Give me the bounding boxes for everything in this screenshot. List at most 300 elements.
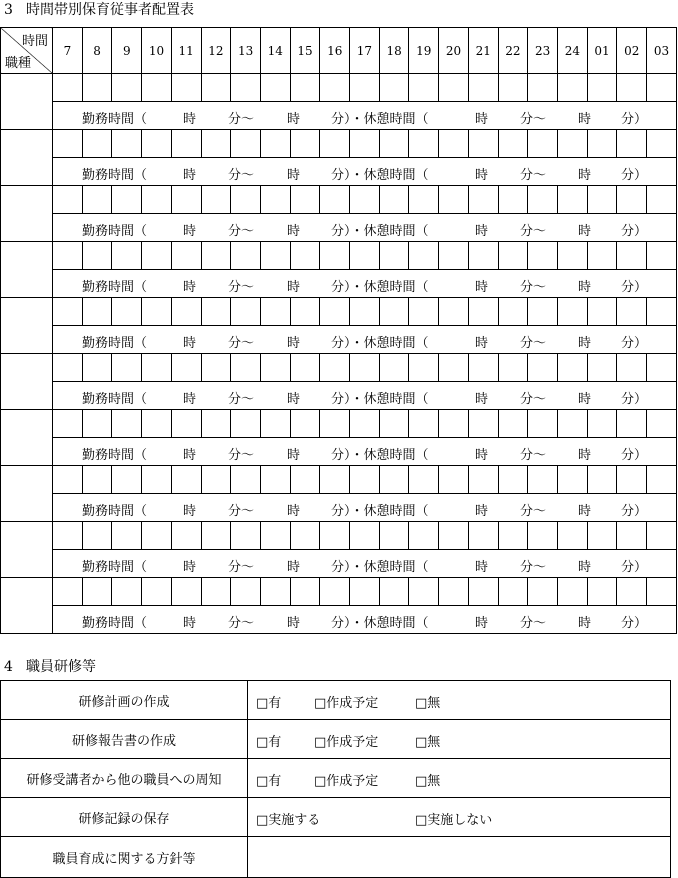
hour-slot-cell[interactable] xyxy=(82,578,112,606)
training-options-cell xyxy=(248,720,671,759)
hour-slot-cell[interactable] xyxy=(290,578,320,606)
hour-slot-cell[interactable] xyxy=(350,298,380,326)
hour-slot-cell[interactable] xyxy=(53,130,83,158)
hour-slot-cell[interactable] xyxy=(260,74,290,102)
hour-slot-cell[interactable] xyxy=(379,466,409,494)
hour-slot-cell[interactable] xyxy=(409,522,439,550)
training-options-cell[interactable] xyxy=(248,837,671,878)
hour-slot-cell[interactable] xyxy=(350,74,380,102)
break-time-label: 分）・休憩時間（ xyxy=(331,224,429,239)
hour-slot-cell[interactable] xyxy=(528,578,558,606)
hour-slot-cell[interactable] xyxy=(647,186,677,214)
hour-slot-cell[interactable] xyxy=(379,74,409,102)
hour-slot-cell[interactable] xyxy=(82,466,112,494)
work-hours-cell[interactable] xyxy=(53,550,677,578)
hour-slot-cell[interactable] xyxy=(82,242,112,270)
hour-slot-cell[interactable] xyxy=(260,354,290,382)
hour-slot-cell[interactable] xyxy=(82,186,112,214)
hour-slot-cell[interactable] xyxy=(53,466,83,494)
work-hours-cell[interactable] xyxy=(53,270,677,298)
break-time-label: 分）・休憩時間（ xyxy=(331,168,429,183)
hour-slot-cell[interactable] xyxy=(528,298,558,326)
hour-slot-cell[interactable] xyxy=(617,242,647,270)
hour-slot-cell[interactable] xyxy=(647,466,677,494)
hour-slot-cell[interactable] xyxy=(142,410,172,438)
hour-slot-cell[interactable] xyxy=(171,578,201,606)
hour-slot-cell[interactable] xyxy=(320,186,350,214)
hour-slot-cell[interactable] xyxy=(201,298,231,326)
checkbox-option[interactable]: □有 xyxy=(256,774,282,789)
hour-slot-cell[interactable] xyxy=(617,578,647,606)
hour-slot-cell[interactable] xyxy=(320,354,350,382)
hour-slot-cell[interactable] xyxy=(528,522,558,550)
minute-unit-label: 分～ xyxy=(520,504,547,519)
hour-slot-cell[interactable] xyxy=(617,410,647,438)
hour-slot-cell[interactable] xyxy=(409,130,439,158)
hour-slot-cell[interactable] xyxy=(587,522,617,550)
hour-slot-cell[interactable] xyxy=(290,466,320,494)
hour-slot-cell[interactable] xyxy=(379,522,409,550)
hour-slot-cell[interactable] xyxy=(320,74,350,102)
hour-slot-cell[interactable] xyxy=(498,130,528,158)
work-hours-row xyxy=(1,326,677,354)
hour-slot-cell[interactable] xyxy=(260,298,290,326)
hour-slot-cell[interactable] xyxy=(201,410,231,438)
hour-slot-cell[interactable] xyxy=(171,74,201,102)
hour-slot-cell[interactable] xyxy=(409,354,439,382)
hour-slot-cell[interactable] xyxy=(290,522,320,550)
section-3-heading: 時間帯別保育従事者配置表 xyxy=(26,2,194,18)
hour-slot-cell[interactable] xyxy=(439,74,469,102)
hour-slot-cell[interactable] xyxy=(260,410,290,438)
hour-slot-cell[interactable] xyxy=(587,578,617,606)
hour-slot-cell[interactable] xyxy=(82,410,112,438)
hour-slot-cell[interactable] xyxy=(171,298,201,326)
hour-slot-cell[interactable] xyxy=(142,578,172,606)
section-4-title xyxy=(4,659,96,675)
work-hours-row xyxy=(1,382,677,410)
work-hours-cell[interactable] xyxy=(53,382,677,410)
hour-slot-cell[interactable] xyxy=(439,186,469,214)
hour-header-cell: 20 xyxy=(439,28,469,74)
hour-slot-cell[interactable] xyxy=(231,242,261,270)
hour-slot-cell[interactable] xyxy=(587,410,617,438)
hour-slot-cell[interactable] xyxy=(112,298,142,326)
hour-slot-cell[interactable] xyxy=(142,298,172,326)
hour-slot-cell[interactable] xyxy=(468,354,498,382)
hour-slot-cell[interactable] xyxy=(231,186,261,214)
hour-slot-cell[interactable] xyxy=(350,466,380,494)
minute-unit-label: 分） xyxy=(621,560,648,575)
hour-slot-cell[interactable] xyxy=(350,130,380,158)
training-row xyxy=(1,837,671,878)
training-item-label: 職員育成に関する方針等 xyxy=(1,837,248,878)
hour-slot-cell[interactable] xyxy=(498,354,528,382)
hour-slot-cell[interactable] xyxy=(498,242,528,270)
hour-slot-cell[interactable] xyxy=(587,354,617,382)
work-hours-cell[interactable] xyxy=(53,326,677,354)
work-hours-cell[interactable] xyxy=(53,158,677,186)
hour-slot-cell[interactable] xyxy=(439,578,469,606)
hour-slot-cell[interactable] xyxy=(201,186,231,214)
hour-slot-cell[interactable] xyxy=(617,298,647,326)
hour-slot-cell[interactable] xyxy=(468,242,498,270)
hour-slot-cell[interactable] xyxy=(528,186,558,214)
hour-header-cell: 13 xyxy=(231,28,261,74)
hour-slot-cell[interactable] xyxy=(409,74,439,102)
hour-slot-cell[interactable] xyxy=(617,186,647,214)
hour-slot-cell[interactable] xyxy=(320,298,350,326)
work-hours-cell[interactable] xyxy=(53,606,677,634)
checkbox-option[interactable]: □有 xyxy=(256,696,282,711)
job-type-cell[interactable] xyxy=(1,74,53,130)
schedule-row xyxy=(1,186,677,214)
hour-slot-cell[interactable] xyxy=(171,522,201,550)
hour-slot-cell[interactable] xyxy=(260,130,290,158)
hour-slot-cell[interactable] xyxy=(171,242,201,270)
hour-slot-cell[interactable] xyxy=(498,186,528,214)
hour-slot-cell[interactable] xyxy=(557,130,587,158)
hour-slot-cell[interactable] xyxy=(53,74,83,102)
section-4-heading: 職員研修等 xyxy=(26,659,96,675)
hour-slot-cell[interactable] xyxy=(557,578,587,606)
hour-header-cell: 02 xyxy=(617,28,647,74)
hour-slot-cell[interactable] xyxy=(557,186,587,214)
hour-slot-cell[interactable] xyxy=(82,298,112,326)
hour-slot-cell[interactable] xyxy=(468,130,498,158)
schedule-row xyxy=(1,466,677,494)
hour-slot-cell[interactable] xyxy=(528,466,558,494)
hour-slot-cell[interactable] xyxy=(379,186,409,214)
hour-slot-cell[interactable] xyxy=(112,242,142,270)
hour-unit-label: 時 xyxy=(578,280,592,295)
hour-slot-cell[interactable] xyxy=(439,522,469,550)
hour-slot-cell[interactable] xyxy=(617,74,647,102)
minute-unit-label: 分） xyxy=(621,168,648,183)
hour-slot-cell[interactable] xyxy=(468,578,498,606)
hour-slot-cell[interactable] xyxy=(557,298,587,326)
hour-unit-label: 時 xyxy=(183,280,197,295)
hour-slot-cell[interactable] xyxy=(112,130,142,158)
checkbox-option[interactable]: □実施しない xyxy=(415,813,493,828)
minute-unit-label: 分） xyxy=(621,448,648,463)
work-hours-cell[interactable] xyxy=(53,494,677,522)
hour-slot-cell[interactable] xyxy=(201,130,231,158)
hour-slot-cell[interactable] xyxy=(82,522,112,550)
checkbox-option[interactable]: □無 xyxy=(415,774,441,789)
job-type-cell[interactable] xyxy=(1,130,53,186)
hour-slot-cell[interactable] xyxy=(320,522,350,550)
hour-slot-cell[interactable] xyxy=(498,466,528,494)
minute-unit-label: 分～ xyxy=(520,560,547,575)
hour-slot-cell[interactable] xyxy=(439,354,469,382)
hour-slot-cell[interactable] xyxy=(528,74,558,102)
minute-unit-label: 分～ xyxy=(228,448,255,463)
hour-slot-cell[interactable] xyxy=(290,242,320,270)
training-row xyxy=(1,681,671,720)
work-hours-label: 勤務時間（ xyxy=(82,616,148,631)
hour-slot-cell[interactable] xyxy=(201,242,231,270)
work-hours-label: 勤務時間（ xyxy=(82,560,148,575)
training-row xyxy=(1,759,671,798)
hour-slot-cell[interactable] xyxy=(350,578,380,606)
hour-slot-cell[interactable] xyxy=(647,242,677,270)
hour-slot-cell[interactable] xyxy=(617,354,647,382)
hour-slot-cell[interactable] xyxy=(231,298,261,326)
hour-header-cell: 15 xyxy=(290,28,320,74)
hour-slot-cell[interactable] xyxy=(379,410,409,438)
work-hours-row xyxy=(1,438,677,466)
hour-slot-cell[interactable] xyxy=(528,130,558,158)
hour-slot-cell[interactable] xyxy=(112,74,142,102)
hour-slot-cell[interactable] xyxy=(409,410,439,438)
hour-slot-cell[interactable] xyxy=(498,578,528,606)
hour-slot-cell[interactable] xyxy=(231,130,261,158)
hour-slot-cell[interactable] xyxy=(409,242,439,270)
hour-unit-label: 時 xyxy=(475,224,489,239)
hour-slot-cell[interactable] xyxy=(557,522,587,550)
hour-slot-cell[interactable] xyxy=(171,466,201,494)
minute-unit-label: 分～ xyxy=(520,448,547,463)
hour-slot-cell[interactable] xyxy=(260,242,290,270)
hour-slot-cell[interactable] xyxy=(350,522,380,550)
hour-slot-cell[interactable] xyxy=(587,298,617,326)
checkbox-option[interactable]: □作成予定 xyxy=(314,696,379,711)
hour-unit-label: 時 xyxy=(475,560,489,575)
hour-slot-cell[interactable] xyxy=(528,410,558,438)
hour-slot-cell[interactable] xyxy=(231,410,261,438)
hour-slot-cell[interactable] xyxy=(528,354,558,382)
break-time-label: 分）・休憩時間（ xyxy=(331,112,429,127)
hour-slot-cell[interactable] xyxy=(201,466,231,494)
hour-slot-cell[interactable] xyxy=(439,466,469,494)
job-type-cell[interactable] xyxy=(1,242,53,298)
hour-slot-cell[interactable] xyxy=(350,410,380,438)
job-type-cell[interactable] xyxy=(1,186,53,242)
hour-slot-cell[interactable] xyxy=(260,186,290,214)
checkbox-option[interactable]: □作成予定 xyxy=(314,735,379,750)
break-time-label: 分）・休憩時間（ xyxy=(331,336,429,351)
hour-unit-label: 時 xyxy=(183,336,197,351)
break-time-label: 分）・休憩時間（ xyxy=(331,616,429,631)
hour-slot-cell[interactable] xyxy=(112,522,142,550)
hour-slot-cell[interactable] xyxy=(379,578,409,606)
hour-slot-cell[interactable] xyxy=(142,186,172,214)
hour-header-cell: 18 xyxy=(379,28,409,74)
hour-unit-label: 時 xyxy=(578,448,592,463)
hour-slot-cell[interactable] xyxy=(231,522,261,550)
hour-slot-cell[interactable] xyxy=(290,410,320,438)
hour-slot-cell[interactable] xyxy=(112,466,142,494)
hour-slot-cell[interactable] xyxy=(82,354,112,382)
hour-slot-cell[interactable] xyxy=(82,74,112,102)
hour-slot-cell[interactable] xyxy=(587,186,617,214)
hour-slot-cell[interactable] xyxy=(171,410,201,438)
hour-slot-cell[interactable] xyxy=(557,410,587,438)
job-type-cell[interactable] xyxy=(1,410,53,466)
work-hours-row xyxy=(1,606,677,634)
hour-slot-cell[interactable] xyxy=(557,74,587,102)
hour-slot-cell[interactable] xyxy=(468,522,498,550)
hour-slot-cell[interactable] xyxy=(320,130,350,158)
hour-slot-cell[interactable] xyxy=(350,186,380,214)
hour-slot-cell[interactable] xyxy=(409,578,439,606)
hour-slot-cell[interactable] xyxy=(439,242,469,270)
hour-slot-cell[interactable] xyxy=(142,74,172,102)
hour-slot-cell[interactable] xyxy=(142,522,172,550)
hour-slot-cell[interactable] xyxy=(379,354,409,382)
hour-slot-cell[interactable] xyxy=(201,354,231,382)
hour-slot-cell[interactable] xyxy=(498,74,528,102)
hour-unit-label: 時 xyxy=(287,336,301,351)
job-type-cell[interactable] xyxy=(1,578,53,634)
hour-slot-cell[interactable] xyxy=(468,298,498,326)
hour-slot-cell[interactable] xyxy=(439,410,469,438)
hour-slot-cell[interactable] xyxy=(112,186,142,214)
work-hours-cell[interactable] xyxy=(53,214,677,242)
hour-slot-cell[interactable] xyxy=(409,186,439,214)
hour-slot-cell[interactable] xyxy=(290,354,320,382)
hour-slot-cell[interactable] xyxy=(53,298,83,326)
job-type-cell[interactable] xyxy=(1,354,53,410)
hour-slot-cell[interactable] xyxy=(290,186,320,214)
hour-slot-cell[interactable] xyxy=(171,186,201,214)
checkbox-option[interactable]: □作成予定 xyxy=(314,774,379,789)
hour-slot-cell[interactable] xyxy=(53,242,83,270)
hour-slot-cell[interactable] xyxy=(231,354,261,382)
hour-unit-label: 時 xyxy=(287,448,301,463)
hour-slot-cell[interactable] xyxy=(468,410,498,438)
work-hours-cell[interactable] xyxy=(53,102,677,130)
minute-unit-label: 分～ xyxy=(228,168,255,183)
hour-slot-cell[interactable] xyxy=(528,242,558,270)
hour-slot-cell[interactable] xyxy=(320,410,350,438)
hour-slot-cell[interactable] xyxy=(647,130,677,158)
hour-slot-cell[interactable] xyxy=(468,186,498,214)
hour-slot-cell[interactable] xyxy=(82,130,112,158)
hour-slot-cell[interactable] xyxy=(379,130,409,158)
hour-slot-cell[interactable] xyxy=(53,354,83,382)
hour-slot-cell[interactable] xyxy=(647,522,677,550)
job-type-cell[interactable] xyxy=(1,466,53,522)
hour-slot-cell[interactable] xyxy=(557,466,587,494)
hour-slot-cell[interactable] xyxy=(350,242,380,270)
hour-slot-cell[interactable] xyxy=(617,466,647,494)
hour-slot-cell[interactable] xyxy=(201,522,231,550)
hour-slot-cell[interactable] xyxy=(290,298,320,326)
hour-slot-cell[interactable] xyxy=(231,74,261,102)
hour-slot-cell[interactable] xyxy=(112,578,142,606)
work-hours-label: 勤務時間（ xyxy=(82,448,148,463)
hour-slot-cell[interactable] xyxy=(409,466,439,494)
hour-slot-cell[interactable] xyxy=(409,298,439,326)
hour-slot-cell[interactable] xyxy=(320,578,350,606)
hour-slot-cell[interactable] xyxy=(53,186,83,214)
checkbox-option[interactable]: □実施する xyxy=(256,813,321,828)
checkbox-option[interactable]: □無 xyxy=(415,735,441,750)
hour-slot-cell[interactable] xyxy=(498,410,528,438)
schedule-row xyxy=(1,522,677,550)
hour-slot-cell[interactable] xyxy=(171,130,201,158)
hour-slot-cell[interactable] xyxy=(260,466,290,494)
training-options-cell xyxy=(248,759,671,798)
job-type-cell[interactable] xyxy=(1,298,53,354)
hour-slot-cell[interactable] xyxy=(290,130,320,158)
schedule-row xyxy=(1,410,677,438)
hour-slot-cell[interactable] xyxy=(647,578,677,606)
training-item-label: 研修計画の作成 xyxy=(1,681,248,720)
hour-slot-cell[interactable] xyxy=(142,466,172,494)
minute-unit-label: 分） xyxy=(621,392,648,407)
hour-slot-cell[interactable] xyxy=(498,522,528,550)
hour-slot-cell[interactable] xyxy=(260,578,290,606)
hour-slot-cell[interactable] xyxy=(260,522,290,550)
hour-slot-cell[interactable] xyxy=(53,410,83,438)
hour-slot-cell[interactable] xyxy=(53,578,83,606)
hour-slot-cell[interactable] xyxy=(53,522,83,550)
hour-slot-cell[interactable] xyxy=(201,74,231,102)
hour-slot-cell[interactable] xyxy=(142,354,172,382)
hour-slot-cell[interactable] xyxy=(231,578,261,606)
hour-slot-cell[interactable] xyxy=(171,354,201,382)
hour-slot-cell[interactable] xyxy=(439,298,469,326)
hour-slot-cell[interactable] xyxy=(379,298,409,326)
hour-unit-label: 時 xyxy=(287,280,301,295)
hour-slot-cell[interactable] xyxy=(320,242,350,270)
hour-slot-cell[interactable] xyxy=(647,410,677,438)
hour-slot-cell[interactable] xyxy=(112,354,142,382)
staff-training-table xyxy=(0,680,671,878)
hour-slot-cell[interactable] xyxy=(468,74,498,102)
hour-slot-cell[interactable] xyxy=(498,298,528,326)
hour-unit-label: 時 xyxy=(578,224,592,239)
minute-unit-label: 分～ xyxy=(228,280,255,295)
hour-slot-cell[interactable] xyxy=(320,466,350,494)
hour-slot-cell[interactable] xyxy=(617,130,647,158)
work-hours-cell[interactable] xyxy=(53,438,677,466)
hour-slot-cell[interactable] xyxy=(201,578,231,606)
hour-slot-cell[interactable] xyxy=(112,410,142,438)
hour-slot-cell[interactable] xyxy=(587,466,617,494)
work-hours-label: 勤務時間（ xyxy=(82,504,148,519)
hour-slot-cell[interactable] xyxy=(587,242,617,270)
hour-slot-cell[interactable] xyxy=(557,242,587,270)
hour-slot-cell[interactable] xyxy=(647,298,677,326)
minute-unit-label: 分～ xyxy=(520,336,547,351)
hour-unit-label: 時 xyxy=(183,504,197,519)
job-type-cell[interactable] xyxy=(1,522,53,578)
checkbox-option[interactable]: □無 xyxy=(415,696,441,711)
hour-slot-cell[interactable] xyxy=(617,522,647,550)
hour-unit-label: 時 xyxy=(578,616,592,631)
hour-slot-cell[interactable] xyxy=(231,466,261,494)
hour-slot-cell[interactable] xyxy=(468,466,498,494)
hour-slot-cell[interactable] xyxy=(350,354,380,382)
hour-slot-cell[interactable] xyxy=(557,354,587,382)
hour-slot-cell[interactable] xyxy=(290,74,320,102)
hour-slot-cell[interactable] xyxy=(587,130,617,158)
hour-unit-label: 時 xyxy=(578,112,592,127)
hour-slot-cell[interactable] xyxy=(587,74,617,102)
hour-slot-cell[interactable] xyxy=(439,130,469,158)
hour-slot-cell[interactable] xyxy=(379,242,409,270)
hour-slot-cell[interactable] xyxy=(142,242,172,270)
hour-slot-cell[interactable] xyxy=(647,354,677,382)
schedule-row xyxy=(1,74,677,102)
hour-slot-cell[interactable] xyxy=(142,130,172,158)
hour-slot-cell[interactable] xyxy=(647,74,677,102)
checkbox-option[interactable]: □有 xyxy=(256,735,282,750)
